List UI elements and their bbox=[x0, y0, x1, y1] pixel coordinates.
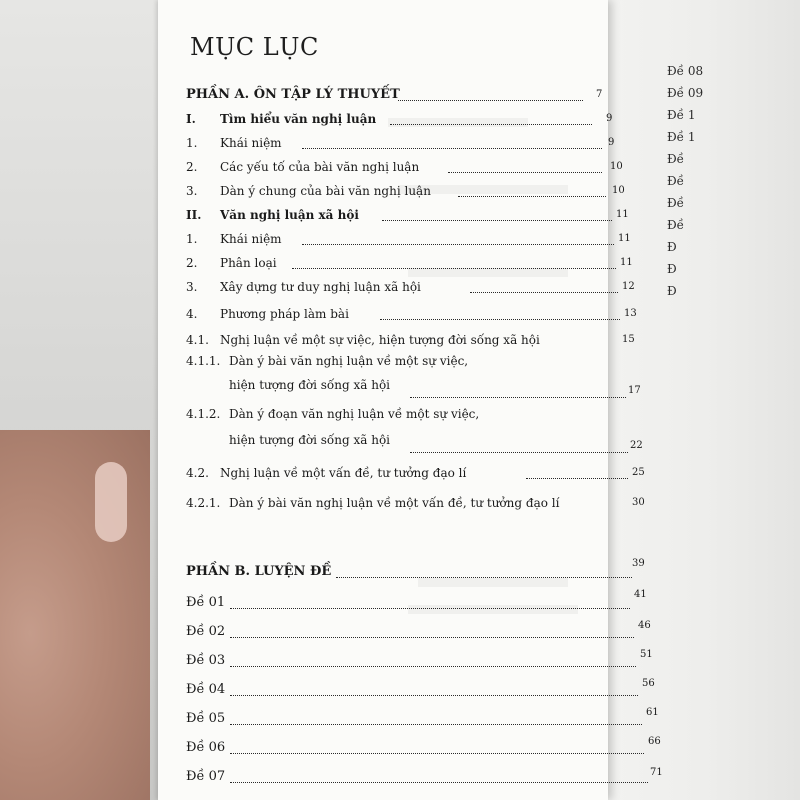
toc-entry[interactable] bbox=[186, 248, 633, 272]
back-page-item: Đ bbox=[667, 240, 677, 254]
toc-entry[interactable] bbox=[186, 458, 644, 482]
toc-page-number: 17 bbox=[628, 385, 641, 396]
toc-entry[interactable] bbox=[186, 405, 643, 457]
page-title: MỤC LỤC bbox=[190, 33, 319, 61]
toc-page-number: 11 bbox=[616, 209, 629, 220]
toc-entry[interactable] bbox=[186, 325, 638, 349]
toc-label: Đề 03 bbox=[186, 653, 226, 668]
toc-number: 4. bbox=[186, 307, 198, 321]
toc-label: I. Tìm hiểu văn nghị luận bbox=[186, 112, 377, 126]
toc-leader-dots bbox=[410, 452, 628, 453]
toc-page-number: 9 bbox=[608, 137, 615, 148]
toc-leader-dots bbox=[448, 172, 602, 173]
toc-number: 4.2. bbox=[186, 466, 209, 480]
toc-label: Đề 01 bbox=[186, 595, 226, 610]
toc-entry[interactable] bbox=[186, 675, 655, 699]
toc-leader-dots bbox=[336, 577, 632, 578]
toc-entry[interactable] bbox=[186, 617, 650, 641]
toc-number: 2. bbox=[186, 160, 198, 174]
toc-page-number: 9 bbox=[606, 113, 613, 124]
thumbnail-highlight bbox=[95, 462, 127, 542]
toc-entry[interactable] bbox=[186, 299, 637, 323]
toc-label: 4.1.1. Dàn ý bài văn nghị luận về một sự việc, bbox=[186, 354, 469, 368]
toc-leader-dots bbox=[230, 637, 634, 638]
toc-label: 2. Phân loại bbox=[186, 256, 277, 270]
toc-entry[interactable] bbox=[186, 272, 635, 296]
toc-page-number: 46 bbox=[638, 620, 651, 631]
toc-label-continuation: hiện tượng đời sống xã hội bbox=[229, 378, 391, 392]
back-page-item: Đ bbox=[667, 262, 677, 276]
toc-label: 4.1. Nghị luận về một sự việc, hiện tượng đời sống xã hội bbox=[186, 333, 540, 347]
toc-leader-dots bbox=[230, 608, 630, 609]
toc-leader-dots bbox=[380, 319, 620, 320]
toc-number: I. bbox=[186, 112, 196, 126]
toc-leader-dots bbox=[230, 695, 638, 696]
toc-label: 1. Khái niệm bbox=[186, 136, 282, 150]
toc-page-number: 51 bbox=[640, 649, 653, 660]
toc-label: Đề 02 bbox=[186, 624, 226, 639]
toc-page-number: 7 bbox=[596, 89, 603, 100]
toc-page-number: 11 bbox=[620, 257, 633, 268]
toc-number: 4.2.1. bbox=[186, 496, 221, 510]
toc-leader-dots bbox=[230, 666, 636, 667]
toc-label-continuation: hiện tượng đời sống xã hội bbox=[229, 433, 391, 447]
toc-leader-dots bbox=[230, 724, 642, 725]
back-page-item: Đề 1 bbox=[667, 108, 696, 122]
toc-page-number: 12 bbox=[622, 281, 635, 292]
toc-entry[interactable] bbox=[186, 588, 648, 612]
toc-label: 4.2.1. Dàn ý bài văn nghị luận về một vấn đề, tư tưởng đạo lí bbox=[186, 496, 560, 510]
toc-page-number: 66 bbox=[648, 736, 661, 747]
toc-page-number: 10 bbox=[612, 185, 625, 196]
toc-entry[interactable] bbox=[186, 704, 659, 728]
toc-label: 3. Xây dựng tư duy nghị luận xã hội bbox=[186, 280, 421, 294]
back-page-item: Đề bbox=[667, 152, 685, 166]
toc-leader-dots bbox=[302, 244, 614, 245]
toc-leader-dots bbox=[382, 220, 612, 221]
toc-entry[interactable] bbox=[186, 646, 653, 670]
toc-label: 4.1.2. Dàn ý đoạn văn nghị luận về một sự việc, bbox=[186, 407, 480, 421]
toc-label: Đề 04 bbox=[186, 682, 226, 697]
toc-entry[interactable] bbox=[186, 762, 663, 786]
toc-page-number: 25 bbox=[632, 467, 645, 478]
toc-page-number: 71 bbox=[650, 767, 663, 778]
toc-label: Đề 07 bbox=[186, 769, 226, 784]
toc-entry[interactable] bbox=[186, 152, 626, 176]
thumb bbox=[0, 430, 150, 800]
toc-entry[interactable] bbox=[186, 176, 626, 200]
toc-page-number: 39 bbox=[632, 558, 645, 569]
toc-page-number: 22 bbox=[630, 440, 643, 451]
toc-leader-dots bbox=[230, 782, 648, 783]
toc-label: 1. Khái niệm bbox=[186, 232, 282, 246]
toc-number: 3. bbox=[186, 280, 198, 294]
toc-entry[interactable] bbox=[186, 488, 646, 512]
back-page-item: Đ bbox=[667, 284, 677, 298]
back-page-item: Đề bbox=[667, 174, 685, 188]
toc-leader-dots bbox=[410, 397, 626, 398]
back-page-item: Đề 1 bbox=[667, 130, 696, 144]
toc-number: 1. bbox=[186, 136, 198, 150]
toc-number: 1. bbox=[186, 232, 198, 246]
toc-page-number: 10 bbox=[610, 161, 623, 172]
toc-label: 4.2. Nghị luận về một vấn đề, tư tưởng đạo lí bbox=[186, 466, 467, 480]
toc-leader-dots bbox=[390, 124, 592, 125]
toc-entry[interactable] bbox=[186, 352, 640, 402]
toc-number: 3. bbox=[186, 184, 198, 198]
toc-label: Đề 06 bbox=[186, 740, 226, 755]
toc-page-number: 56 bbox=[642, 678, 655, 689]
toc-section-heading[interactable] bbox=[186, 557, 646, 581]
toc-number: 4.1.2. bbox=[186, 407, 221, 421]
back-page-item: Đề bbox=[667, 218, 685, 232]
toc-label: 2. Các yếu tố của bài văn nghị luận bbox=[186, 160, 420, 174]
toc-section-heading[interactable] bbox=[186, 80, 610, 104]
toc-page-number: 15 bbox=[622, 334, 635, 345]
toc-entry[interactable] bbox=[186, 200, 629, 224]
toc-label: II. Văn nghị luận xã hội bbox=[186, 208, 359, 222]
toc-leader-dots bbox=[398, 100, 583, 101]
toc-label: 4. Phương pháp làm bài bbox=[186, 307, 349, 321]
toc-number: II. bbox=[186, 208, 202, 222]
toc-leader-dots bbox=[526, 478, 628, 479]
toc-leader-dots bbox=[458, 196, 606, 197]
toc-page-number: 30 bbox=[632, 497, 645, 508]
toc-label: Đề 05 bbox=[186, 711, 226, 726]
toc-entry[interactable] bbox=[186, 104, 614, 128]
back-page-item: Đề bbox=[667, 196, 685, 210]
toc-entry[interactable] bbox=[186, 128, 616, 152]
toc-number: 4.1. bbox=[186, 333, 209, 347]
toc-leader-dots bbox=[230, 753, 644, 754]
toc-label: PHẦN A. ÔN TẬP LÝ THUYẾT bbox=[186, 87, 400, 102]
toc-entry[interactable] bbox=[186, 733, 661, 757]
toc-page-number: 11 bbox=[618, 233, 631, 244]
toc-label: PHẦN B. LUYỆN ĐỀ bbox=[186, 564, 332, 579]
toc-page-number: 61 bbox=[646, 707, 659, 718]
toc-label: 3. Dàn ý chung của bài văn nghị luận bbox=[186, 184, 431, 198]
toc-leader-dots bbox=[292, 268, 616, 269]
toc-number: 2. bbox=[186, 256, 198, 270]
toc-entry[interactable] bbox=[186, 224, 631, 248]
toc-leader-dots bbox=[302, 148, 602, 149]
toc-page-number: 13 bbox=[624, 308, 637, 319]
back-page-item: Đề 09 bbox=[667, 86, 704, 100]
toc-leader-dots bbox=[470, 292, 618, 293]
toc-number: 4.1.1. bbox=[186, 354, 221, 368]
toc-page-number: 41 bbox=[634, 589, 647, 600]
back-page-item: Đề 08 bbox=[667, 64, 704, 78]
